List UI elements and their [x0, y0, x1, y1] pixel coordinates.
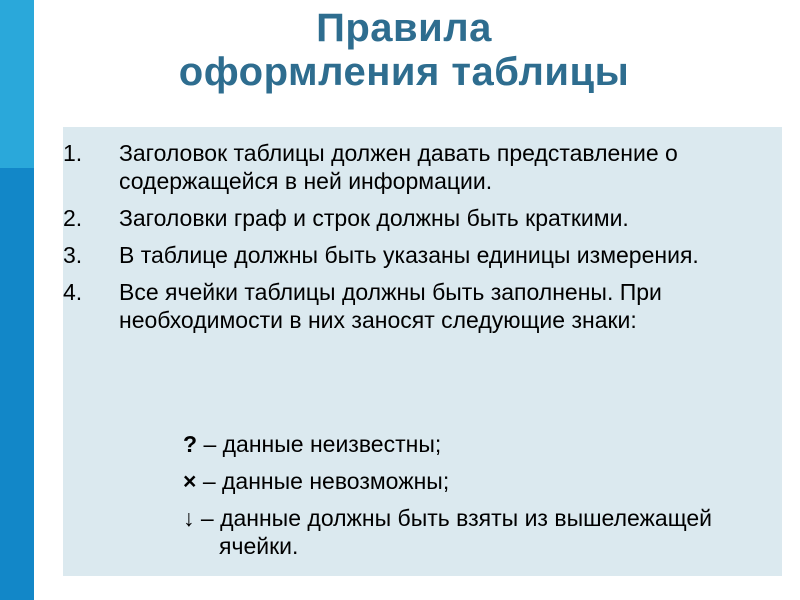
left-accent-bar-block [0, 168, 34, 600]
content-panel [63, 127, 782, 576]
sign-row-impossible [183, 467, 743, 495]
rule-item-1 [63, 139, 782, 195]
rule-text: В таблице должны быть указаны единицы измерения. [119, 242, 699, 268]
sign-meaning: – данные неизвестны; [197, 431, 442, 457]
rule-item-3 [63, 241, 782, 269]
rule-number: 2. [63, 205, 83, 231]
rule-number: 3. [63, 242, 83, 268]
question-mark-sign: ? [183, 431, 198, 457]
sign-meaning: – данные невозможны; [196, 468, 450, 494]
sign-row-from-above [183, 504, 743, 560]
rules-list [63, 139, 782, 343]
slide-title-line-1: Правила [316, 6, 492, 50]
special-signs-list [183, 430, 743, 569]
rule-text: Заголовки граф и строк должны быть краткими. [119, 205, 629, 231]
rule-number: 1. [63, 140, 83, 166]
rule-number: 4. [63, 279, 83, 305]
cross-sign: × [183, 468, 197, 494]
slide-title [34, 6, 774, 94]
rule-item-4 [63, 278, 782, 334]
rule-text: Заголовок таблицы должен давать представление о содержащейся в ней информации. [119, 140, 678, 194]
sign-meaning: – данные должны быть взяты из вышележащей ячейки. [194, 505, 713, 559]
sign-row-unknown [183, 430, 743, 458]
slide-title-line-2: оформления таблицы [178, 50, 630, 94]
rule-item-2 [63, 204, 782, 232]
rule-text: Все ячейки таблицы должны быть заполнены. При необходимости в них заносят следующие знаки: [119, 279, 662, 333]
arrow-down-sign: ↓ [183, 505, 195, 531]
